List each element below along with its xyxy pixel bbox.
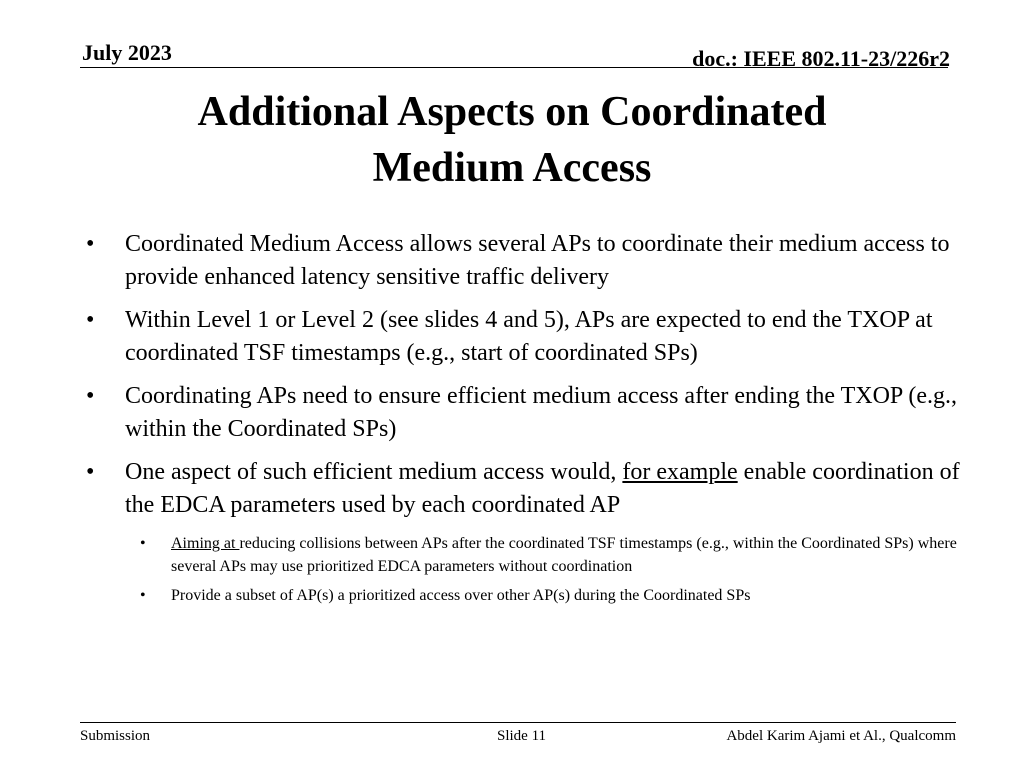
slide-title (100, 84, 924, 196)
slide-content (82, 228, 982, 613)
bullet-text: Coordinated Medium Access allows several APs to coordinate their medium access to provide enhanced latency sensitive traffic delivery (125, 231, 950, 290)
footer-submission: Submission (80, 728, 151, 744)
footer-author: Abdel Karim Ajami et Al., Qualcomm (726, 728, 956, 744)
bullet-marker: • (86, 307, 95, 333)
sub-bullet-text (171, 535, 957, 575)
sub-bullet-text: Provide a subset of AP(s) a prioritized access over other AP(s) during the Coordinated SPs (171, 587, 751, 604)
sub-bullet-text-after: reducing collisions between APs after the coordinated TSF timestamps (e.g., within the Coordinated SPs) where several APs may use prioritized EDCA parameters without coordination (171, 535, 957, 575)
bullet-marker: • (86, 383, 95, 409)
header-date: July 2023 (82, 40, 172, 65)
bullet-text: Within Level 1 or Level 2 (see slides 4 and 5), APs are expected to end the TXOP at coordinated TSF timestamps (e.g., start of coordinated SPs) (125, 307, 933, 366)
header-doc-id: doc.: IEEE 802.11-23/226r2 (692, 46, 950, 71)
bullet-text-underlined: for example (622, 459, 738, 485)
bullet-marker: • (86, 459, 95, 485)
footer-divider (80, 722, 956, 723)
bullet-text-before: One aspect of such efficient medium access would, (125, 459, 623, 485)
header-divider (80, 67, 948, 68)
bullet-text (125, 459, 960, 518)
sub-bullet-marker: • (140, 535, 146, 552)
bullet-marker: • (86, 231, 95, 257)
sub-bullet-item (82, 532, 982, 578)
bullet-text-after: enable coordination of the EDCA parameters used by each coordinated AP (125, 459, 960, 518)
bullet-item (82, 456, 982, 522)
slide-title-line-2: Medium Access (372, 145, 652, 191)
bullet-item (82, 380, 982, 446)
bullet-item (82, 304, 982, 370)
slide-title-line-1: Additional Aspects on Coordinated (197, 89, 827, 135)
footer-slide-number: Slide 11 (497, 728, 547, 744)
sub-bullet-item (82, 584, 982, 607)
sub-bullet-marker: • (140, 587, 146, 604)
bullet-text: Coordinating APs need to ensure efficient medium access after ending the TXOP (e.g., within the Coordinated SPs) (125, 383, 958, 442)
sub-bullet-text-underlined: Aiming at (171, 535, 240, 552)
bullet-item (82, 228, 982, 294)
